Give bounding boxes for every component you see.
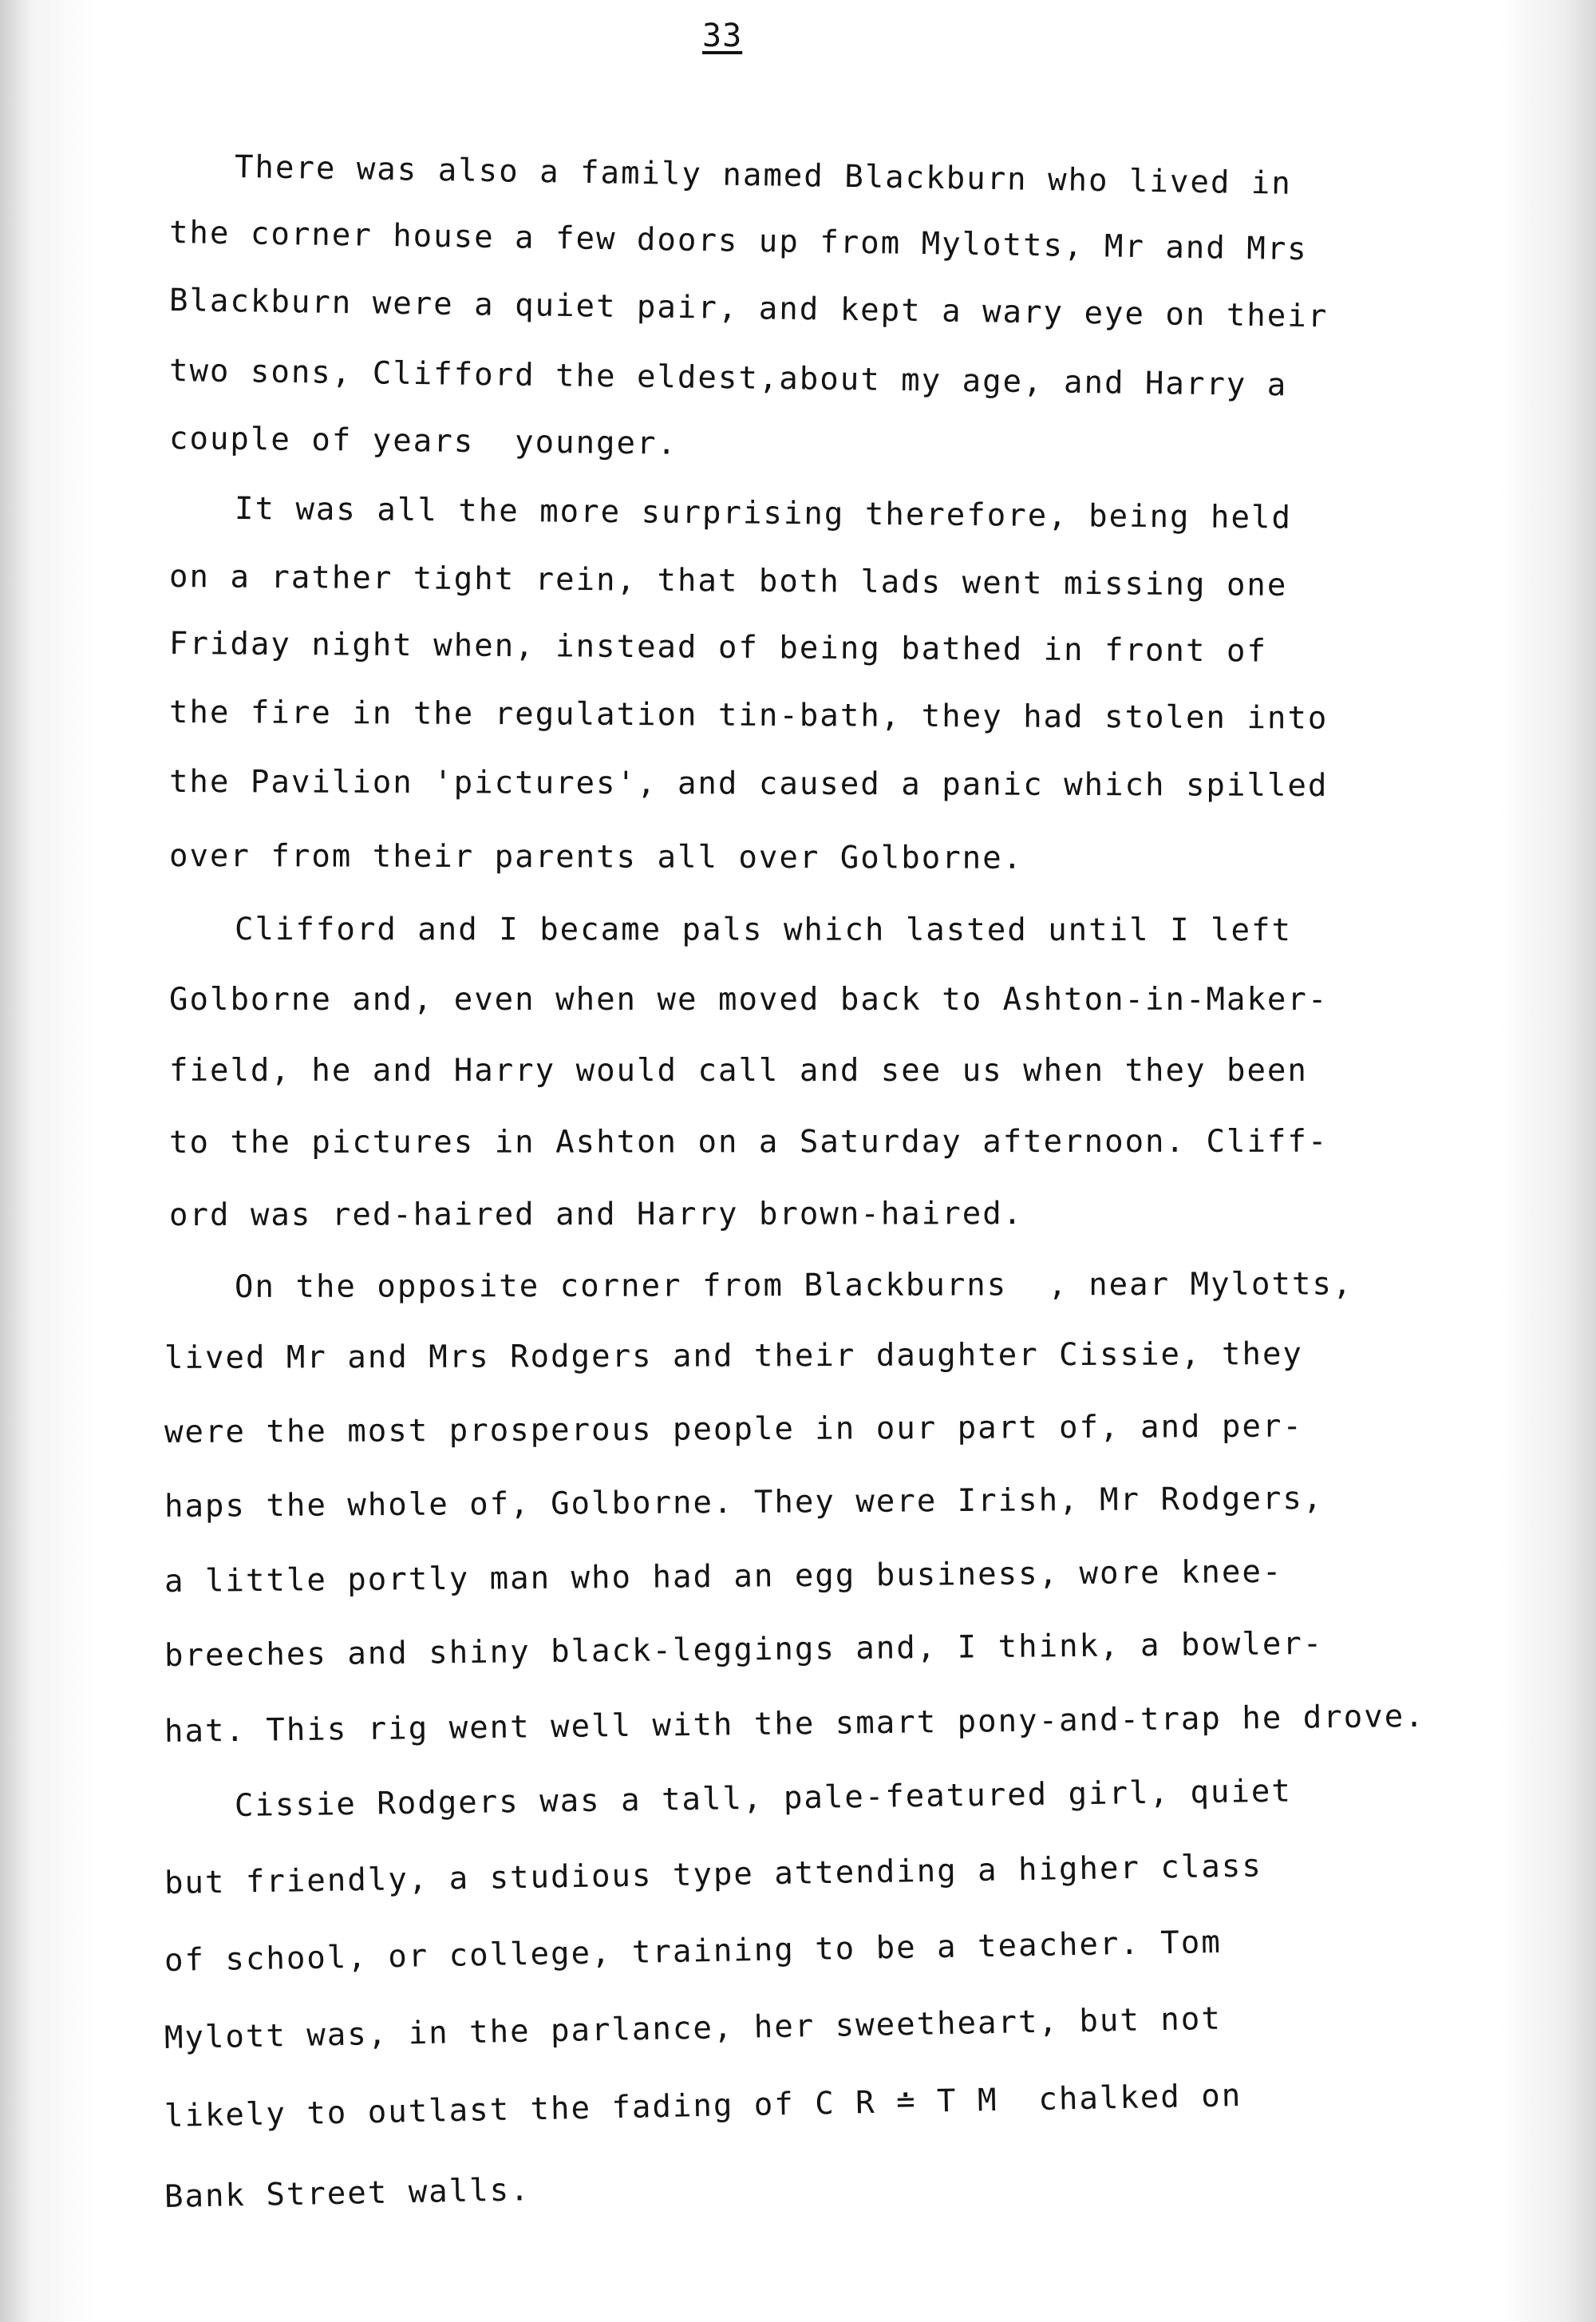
text-line: on a rather tight rein, that both lads went missing one xyxy=(168,559,1288,604)
text-line: haps the whole of, Golborne. They were Irish, Mr Rodgers, xyxy=(164,1480,1324,1525)
text-line: lived Mr and Mrs Rodgers and their daughter Cissie, they xyxy=(164,1336,1303,1376)
text-line: Cissie Rodgers was a tall, pale-featured girl, quiet xyxy=(234,1773,1293,1824)
page-number: 33 xyxy=(702,18,743,54)
text-line: couple of years younger. xyxy=(168,421,678,462)
text-line: two sons, Clifford the eldest,about my age, and Harry a xyxy=(168,353,1288,404)
text-line: to the pictures in Ashton on a Saturday afternoon. Cliff- xyxy=(168,1123,1329,1161)
text-line: Bank Street walls. xyxy=(164,2172,531,2215)
text-line: likely to outlast the fading of C R ≐ T M chalked on xyxy=(164,2078,1242,2134)
text-line: Mylott was, in the parlance, her sweetheart, but not xyxy=(164,2000,1223,2056)
text-line: ord was red-haired and Harry brown-haired. xyxy=(168,1196,1024,1233)
text-line: Clifford and I became pals which lasted until I left xyxy=(234,912,1292,949)
text-line: but friendly, a studious type attending a higher class xyxy=(164,1848,1263,1901)
text-line: It was all the more surprising therefore, being held xyxy=(234,491,1293,536)
text-line: Friday night when, instead of being bathed in front of xyxy=(168,626,1268,670)
text-line: field, he and Harry would call and see us when they been xyxy=(169,1053,1308,1089)
text-line: On the opposite corner from Blackburns , near Mylotts, xyxy=(234,1266,1353,1305)
text-line: the corner house a few doors up from Mylotts, Mr and Mrs xyxy=(168,215,1309,268)
text-line: a little portly man who had an egg business, wore knee- xyxy=(164,1553,1283,1600)
text-line: There was also a family named Blackburn who lived in xyxy=(234,149,1293,202)
text-line: of school, or college, training to be a teacher. Tom xyxy=(164,1924,1223,1979)
text-line: the Pavilion 'pictures', and caused a panic which spilled xyxy=(168,764,1329,805)
text-line: Blackburn were a quiet pair, and kept a wary eye on their xyxy=(168,283,1329,335)
text-line: the fire in the regulation tin-bath, they had stolen into xyxy=(168,694,1329,737)
text-line: hat. This rig went well with the smart pony-and-trap he drove. xyxy=(164,1698,1425,1750)
text-line: over from their parents all over Golborne. xyxy=(168,838,1024,876)
text-line: were the most prosperous people in our part of, and per- xyxy=(164,1408,1303,1450)
text-line: breeches and shiny black-leggings and, I think, a bowler- xyxy=(164,1625,1324,1674)
text-line: Golborne and, even when we moved back to Ashton-in-Maker- xyxy=(169,982,1329,1018)
